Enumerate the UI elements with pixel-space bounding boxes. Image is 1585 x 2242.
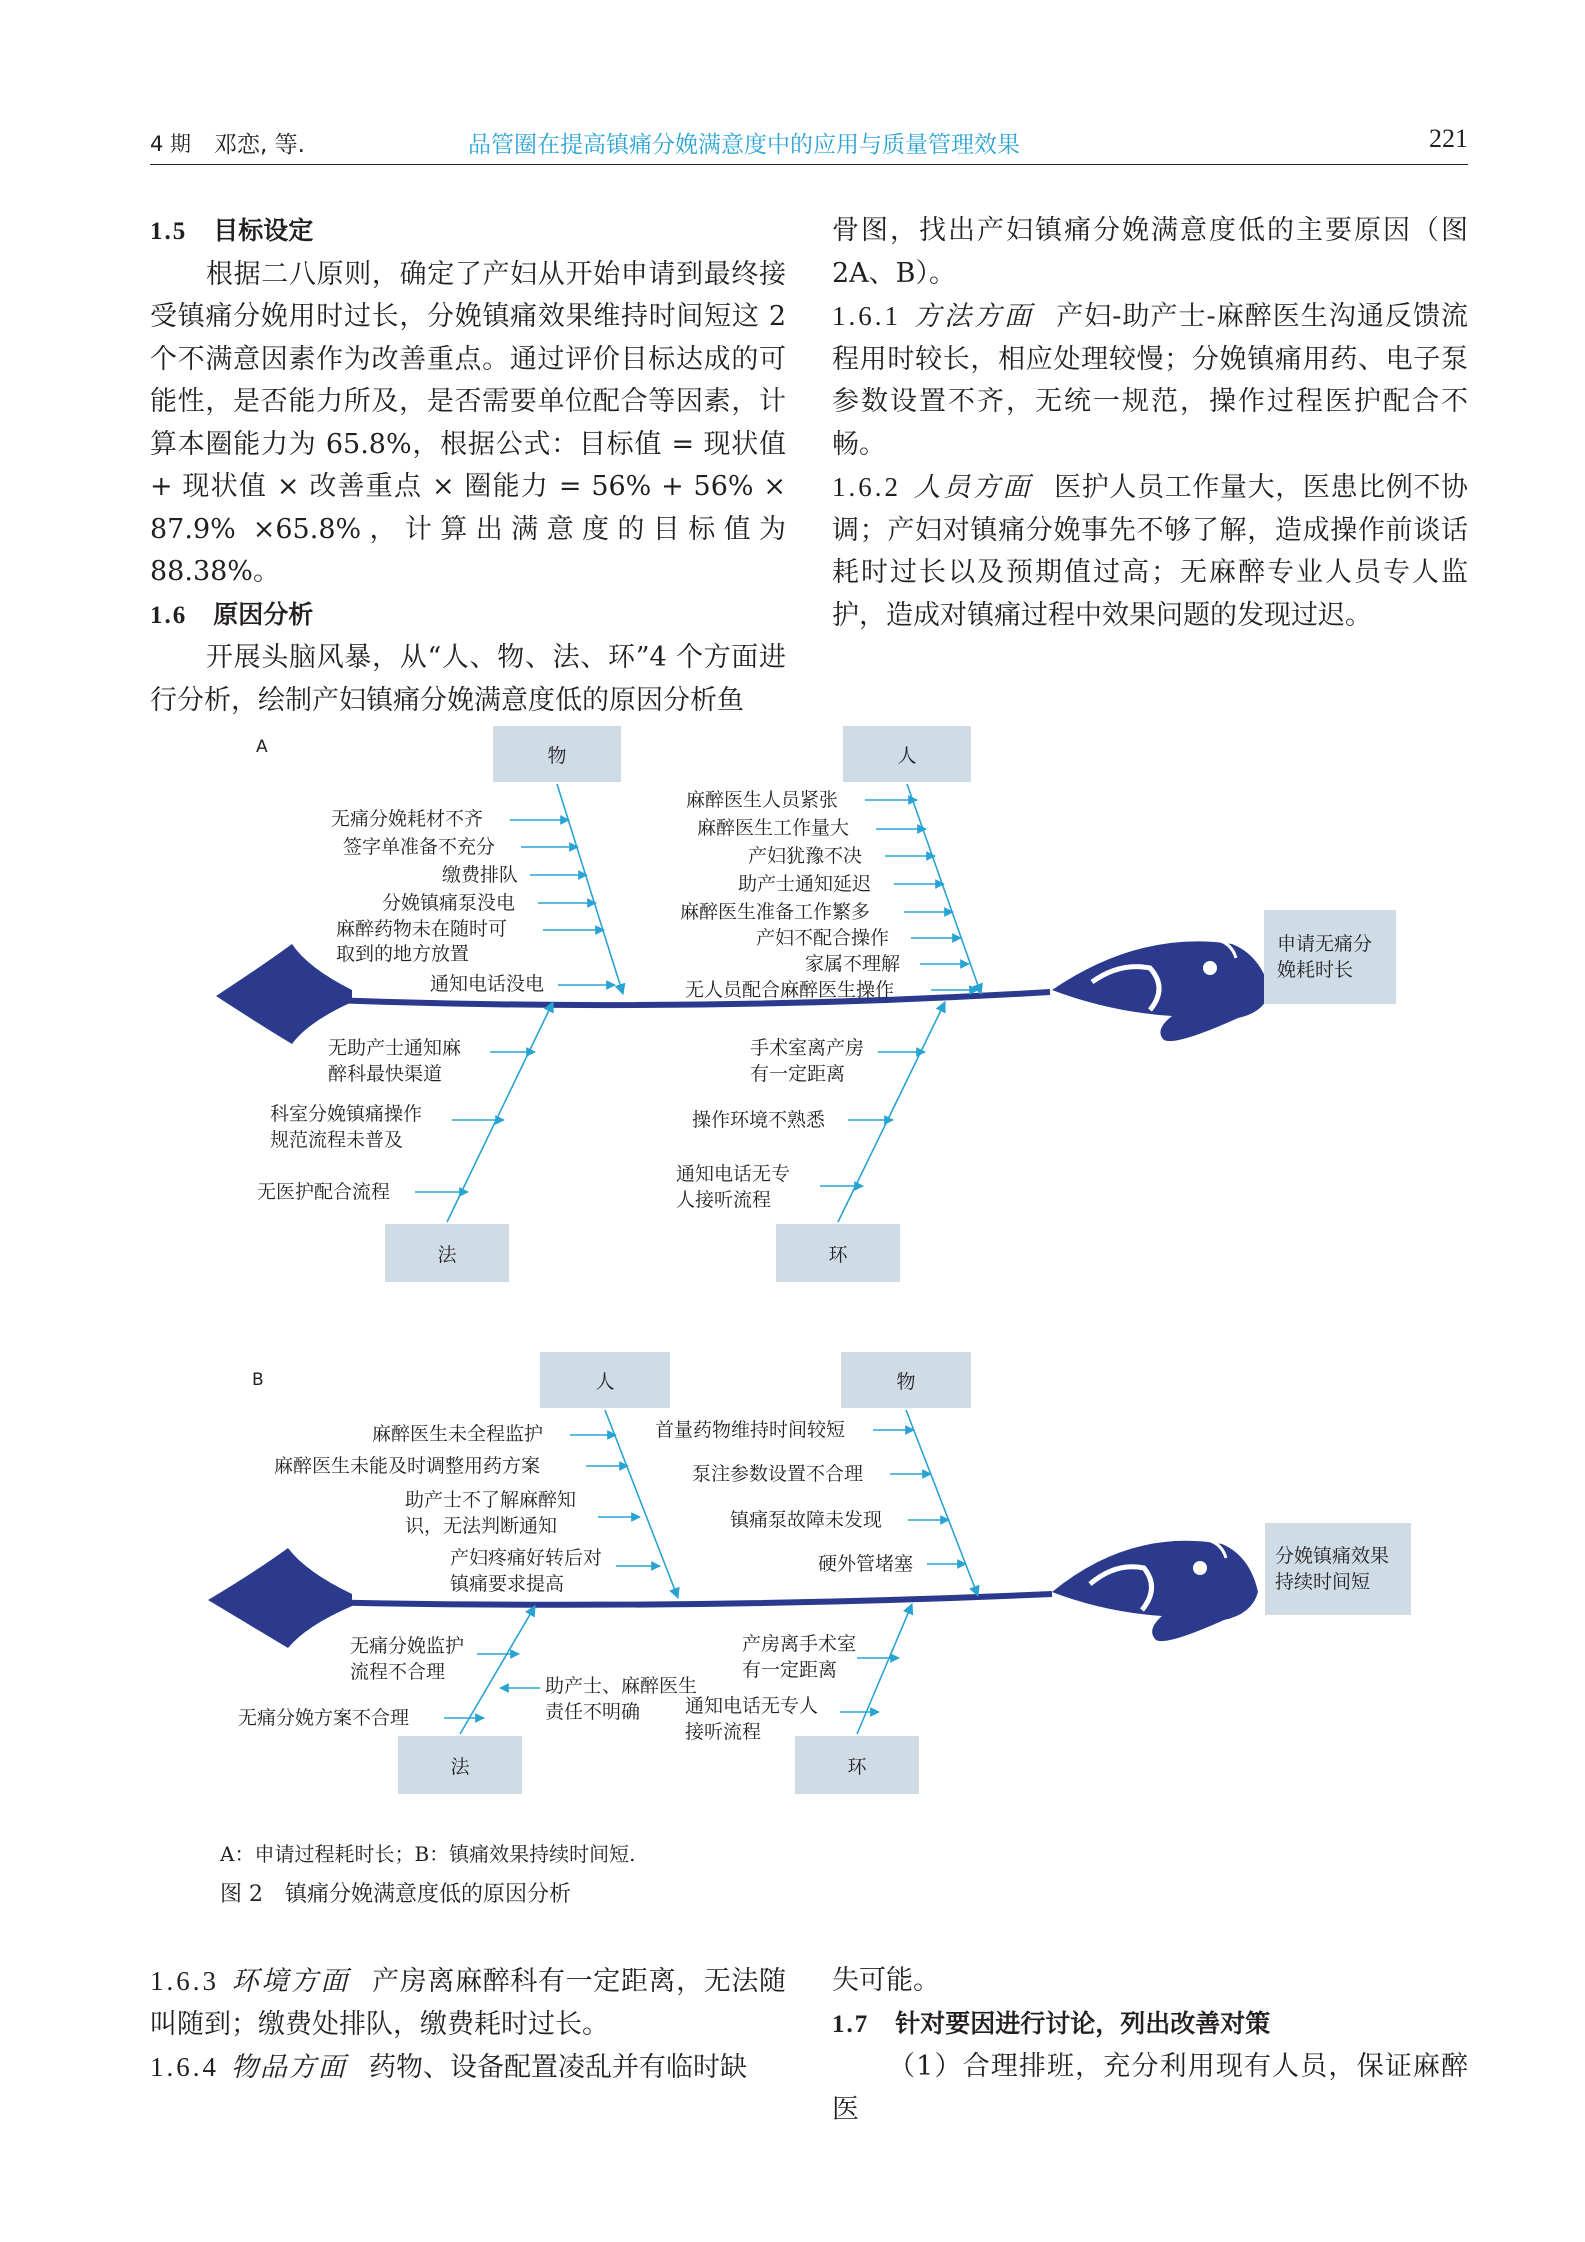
fishbone-a (216, 726, 1396, 1282)
category-label-ren: 人 (897, 745, 917, 767)
bone-a-wu (557, 784, 623, 994)
effect-a-line1: 申请无痛分 (1277, 933, 1373, 955)
cause-b-ren-2: 麻醉医生未能及时调整用药方案 (274, 1455, 541, 1477)
cause-a-wu-5: 麻醉药物未在随时可 (336, 918, 508, 940)
page-number: 221 (1429, 124, 1468, 153)
category-label-ren: 人 (595, 1371, 615, 1393)
cause-a-wu-2: 签字单准备不充分 (343, 836, 496, 858)
bone-a-ren (907, 784, 981, 994)
section-1-6-4: 1.6.4 物品方面 药物、设备配置凌乱并有临时缺 (150, 2052, 747, 2083)
cause-a-huan-1: 手术室离产房 (750, 1037, 865, 1059)
section-1-5-text: 根据二八原则，确定了产妇从开始申请到最终接受镇痛分娩用时过长，分娩镇痛效果维持时间短这 2 个不满意因素作为改善重点。通过评价目标达成的可能性，是否能力所及，是否需要单位配合等因素，计算本圈能力为 65.8%，根据公式：目标值 = 现状值 + 现状值 × 改善重点 × 圈能力 = 56% + 56% × 87.9% ×65.8%，计算出满意度的目标值为 88.38%。 (150, 258, 786, 587)
fishbone-a-spine (232, 992, 1050, 1005)
effect-box-a (1264, 910, 1396, 1004)
cause-b-wu-2: 泵注参数设置不合理 (692, 1463, 864, 1485)
bottom-right-column (832, 1960, 1468, 2131)
cause-a-huan-4: 通知电话无专 (676, 1163, 791, 1185)
cause-b-fa-1: 无痛分娩监护 (350, 1635, 465, 1657)
cause-a-wu-6: 取到的地方放置 (336, 943, 470, 965)
cause-b-fa-2: 流程不合理 (350, 1661, 446, 1683)
cause-b-ren-5: 产妇疼痛好转后对 (450, 1547, 603, 1569)
cause-b-huan-2: 有一定距离 (742, 1659, 838, 1681)
category-label-huan: 环 (828, 1244, 848, 1266)
cause-b-ren-3: 助产士不了解麻醉知 (405, 1489, 577, 1511)
cause-a-ren-8: 无人员配合麻醉医生操作 (685, 979, 895, 1001)
cause-a-ren-4: 助产士通知延迟 (738, 873, 872, 895)
section-1-6-1: 1.6.1 方法方面 产妇-助产士-麻醉医生沟通反馈流程用时较长，相应处理较慢；分娩镇痛用药、电子泵参数设置不齐，无统一规范，操作过程医护配合不畅。 (832, 301, 1468, 460)
cause-a-ren-6: 产妇不配合操作 (756, 927, 890, 949)
cause-a-wu-7: 通知电话没电 (430, 973, 545, 995)
issue-number: 4 期 (150, 132, 192, 156)
header-title: 品管圈在提高镇痛分娩满意度中的应用与质量管理效果 (468, 132, 1020, 158)
cause-b-huan-4: 接听流程 (685, 1721, 762, 1743)
fish-head-icon (1052, 1540, 1258, 1641)
cause-b-fa-5: 无痛分娩方案不合理 (238, 1707, 410, 1729)
cause-a-ren-1: 麻醉医生人员紧张 (686, 789, 839, 811)
category-label-wu: 物 (547, 745, 567, 767)
cause-a-fa-1: 无助产士通知麻 (328, 1037, 462, 1059)
effect-box-b (1265, 1523, 1411, 1615)
fish-head-icon (1052, 940, 1270, 1041)
category-label-fa: 法 (450, 1756, 470, 1778)
cause-a-huan-2: 有一定距离 (750, 1063, 846, 1085)
cause-b-wu-4: 硬外管堵塞 (818, 1553, 914, 1575)
bottom-left-column (150, 1960, 786, 2090)
category-label-huan: 环 (847, 1756, 867, 1778)
cause-a-ren-5: 麻醉医生准备工作繁多 (680, 901, 871, 923)
effect-a-line2: 娩耗时长 (1277, 959, 1354, 981)
section-1-6-2: 1.6.2 人员方面 医护人员工作量大，医患比例不协调；产妇对镇痛分娩事先不够了解，造成操作前谈话耗时过长以及预期值过高；无麻醉专业人员专人监护，造成对镇痛过程中效果问题的发现过迟。 (832, 472, 1469, 631)
cause-a-fa-5: 无医护配合流程 (257, 1181, 391, 1203)
cause-b-fa-4: 责任不明确 (545, 1701, 641, 1723)
category-label-fa: 法 (437, 1244, 457, 1266)
cause-a-fa-4: 规范流程未普及 (270, 1129, 404, 1151)
cause-a-wu-1: 无痛分娩耗材不齐 (331, 808, 484, 830)
cause-a-ren-3: 产妇犹豫不决 (748, 845, 863, 867)
section-1-6-text: 开展头脑风暴，从“人、物、法、环”4 个方面进行分析，绘制产妇镇痛分娩满意度低的原因分析鱼 (150, 642, 786, 716)
continued-text: 骨图，找出产妇镇痛分娩满意度低的主要原因（图 2A、B）。 (832, 215, 1468, 289)
cause-b-wu-3: 镇痛泵故障未发现 (730, 1509, 883, 1531)
panel-a-label: A (256, 737, 268, 757)
cause-b-huan-1: 产房离手术室 (742, 1633, 857, 1655)
cause-a-wu-3: 缴费排队 (442, 864, 519, 886)
cause-b-fa-3: 助产士、麻醉医生 (545, 1675, 698, 1697)
bone-b-huan (857, 1604, 912, 1734)
effect-b-line2: 持续时间短 (1275, 1571, 1371, 1593)
section-1-7-heading: 1.7 针对要因进行讨论，列出改善对策 (832, 2008, 1271, 2038)
cause-a-fa-3: 科室分娩镇痛操作 (270, 1103, 423, 1125)
cause-b-ren-1: 麻醉医生未全程监护 (372, 1423, 544, 1445)
cause-a-ren-2: 麻醉医生工作量大 (697, 817, 850, 839)
category-label-wu: 物 (896, 1371, 916, 1393)
cause-b-huan-3: 通知电话无专人 (685, 1695, 819, 1717)
section-1-5-heading: 1.5 目标设定 (150, 216, 314, 245)
fish-tail-icon (216, 944, 352, 1044)
bone-b-fa (460, 1606, 535, 1734)
effect-b-line1: 分娩镇痛效果 (1275, 1545, 1390, 1567)
panel-b-label: B (252, 1370, 264, 1390)
section-1-6-3: 1.6.3 环境方面 产房离麻醉科有一定距离，无法随叫随到；缴费处排队，缴费耗时过长。 (150, 1966, 787, 2040)
fish-tail-icon (208, 1548, 352, 1648)
cause-a-fa-2: 醉科最快渠道 (328, 1063, 443, 1085)
bone-b-wu (906, 1410, 978, 1596)
bone-a-fa (447, 1002, 553, 1222)
cause-b-ren-6: 镇痛要求提高 (450, 1573, 565, 1595)
bone-a-huan (838, 1002, 945, 1222)
continued-text-2: 失可能。 (832, 1965, 940, 1996)
cause-b-wu-1: 首量药物维持时间较短 (655, 1419, 846, 1441)
section-1-7-text: （1）合理排班，充分利用现有人员，保证麻醉医 (832, 2051, 1468, 2125)
figure-caption: 图 2 镇痛分娩满意度低的原因分析 (220, 1882, 571, 1907)
fishbone-b (208, 1352, 1411, 1794)
cause-a-huan-5: 人接听流程 (676, 1189, 772, 1211)
section-1-6-heading: 1.6 原因分析 (150, 599, 314, 629)
cause-a-ren-7: 家属不理解 (805, 953, 901, 975)
cause-a-wu-4: 分娩镇痛泵没电 (382, 892, 516, 914)
cause-b-ren-4: 识，无法判断通知 (405, 1515, 558, 1537)
header-authors: 邓恋, 等. (214, 132, 305, 158)
figure-note: A：申请过程耗时长；B：镇痛效果持续时间短. (220, 1842, 636, 1866)
cause-a-huan-3: 操作环境不熟悉 (692, 1109, 826, 1131)
